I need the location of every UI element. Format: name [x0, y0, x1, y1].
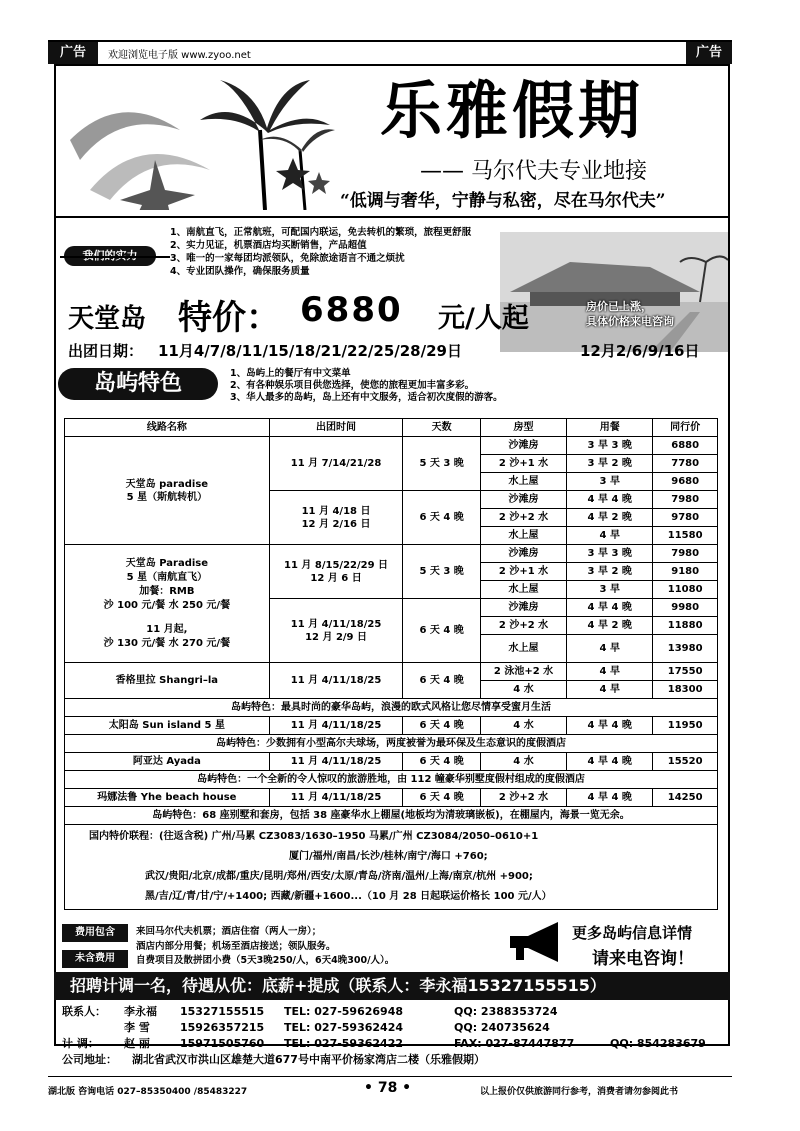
brand-subtitle: —— 马尔代夫专业地接 [420, 159, 647, 184]
table-row [65, 699, 718, 717]
route-ayada: 阿亚达 Ayada [65, 753, 270, 771]
depart-time: 11 月 4/11/18/25 12 月 2/9 日 [269, 599, 403, 663]
days: 6 天 4 晚 [403, 663, 481, 699]
days: 6 天 4 晚 [403, 599, 481, 663]
megaphone-icon [504, 920, 568, 964]
promo-special: 特价： [178, 298, 280, 338]
brand-slogan: “低调与奢华，宁静与私密，尽在马尔代夫” [340, 191, 666, 211]
palm-starfish-logo [60, 70, 340, 210]
footer-rule [48, 1076, 732, 1077]
table-row: 水上屋 4 早 11580 [65, 527, 718, 545]
promo-note1: 房价已上涨， [586, 300, 652, 313]
promo-price: 6880 [300, 290, 403, 330]
feature-item: 1、岛屿上的餐厅有中文菜单 [230, 368, 351, 379]
fee-exclude: 自费项目及散拼团小费（5天3晚250/人，6天4晚300/人）。 [136, 955, 395, 966]
col-header: 出团时间 [269, 419, 403, 437]
contact-block: 联系人： 李永福 15327155515 TEL: 027-59626948 QQ: 2388353724 李 雪 15926357215 TEL: 027-59362424 QQ: 240735624 计 调： 赵 丽 15971505760 TEL: 027-59362422 FAX: 027-87447877 QQ: 854283679 公司地址： 湖北省武汉市洪山区雄楚大道677号中南平价杨家湾店二楼（乐雅假期） [62, 1005, 706, 1066]
browse-text: 欢迎浏览电子版 www.zyoo.net [108, 50, 251, 61]
promo-note2: 具体价格来电咨询 [586, 315, 674, 328]
route-paradise-direct: 天堂岛 Paradise 5 星（南航直飞） 加餐：RMB 沙 100 元/餐 水 250 元/餐 11 月起, 沙 130 元/餐 水 270 元/餐 [65, 545, 270, 663]
table-row: 天堂岛 paradise 5 星（斯航转机） 11 月 7/14/21/28 5 天 3 晚 沙滩房 3 早 3 晚 6880 [65, 437, 718, 455]
depart-time: 11 月 8/15/22/29 日 12 月 6 日 [269, 545, 403, 599]
dates-list: 11月4/7/8/11/15/18/21/22/25/28/29日 [158, 342, 462, 360]
strength-line [60, 256, 170, 258]
col-header: 天数 [403, 419, 481, 437]
table-row: 2 沙+1 水 3 早 2 晚 9180 [65, 563, 718, 581]
days: 5 天 3 晚 [403, 437, 481, 491]
table-row [65, 735, 718, 753]
days: 5 天 3 晚 [403, 545, 481, 599]
route-paradise-transfer: 天堂岛 paradise 5 星（斯航转机） [65, 437, 270, 545]
island-note: 岛屿特色：少数拥有小型高尔夫球场，两度被誉为最环保及生态意识的度假酒店 [65, 735, 718, 753]
table-row: 2 沙+2 水 4 早 2 晚 11880 [65, 617, 718, 635]
table-row: 太阳岛 Sun island 5 星 11 月 4/11/18/25 6 天 4 晚 4 水 4 早 4 晚 11950 [65, 717, 718, 735]
days: 6 天 4 晚 [403, 491, 481, 545]
strength-item: 3、唯一的一家每团均派领队，免除旅途语言不通之烦扰 [170, 253, 405, 264]
fee-include-label: 费用包含 [62, 924, 128, 942]
dates-label: 出团日期： [68, 342, 144, 360]
strength-item: 2、实力见证，机票酒店均买断销售，产品超值 [170, 240, 367, 251]
table-row: 水上屋 4 早 13980 [65, 635, 718, 663]
ad-tag-left: 广告 [48, 42, 98, 64]
more-info-1: 更多岛屿信息详情 [572, 924, 693, 942]
price-table [64, 418, 718, 910]
feature-item: 2、有各种娱乐项目供您选择，使您的旅程更加丰富多彩。 [230, 380, 475, 391]
features-list [230, 368, 503, 404]
table-row: 4 水 4 早 18300 [65, 681, 718, 699]
strength-item: 4、专业团队操作，确保服务质量 [170, 266, 310, 277]
table-row: 水上屋 3 早 11080 [65, 581, 718, 599]
fee-include-2: 酒店内部分用餐；机场至酒店接送；领队服务。 [136, 941, 336, 952]
flight-info: 国内特价联程：(往返含税) 广州/马累 CZ3083/1630–1950 马累/广州 CZ3084/2050–0610+1 厦门/福州/南昌/长沙/桂林/南宁/海口 +760; 武汉/贵阳/北京/成都/重庆/昆明/郑州/西安/太原/青岛/济南/温州/上海/南京/杭州 +900; 黑/吉/辽/青/甘/宁/+1400; 西藏/新疆+1600...（10 月 28 日起联运价格长 100 元/人） [65, 825, 718, 910]
recruit-banner: 招聘计调一名，待遇从优：底薪+提成（联系人：李永福15327155515） [54, 972, 730, 1000]
table-row: 阿亚达 Ayada 11 月 4/11/18/25 6 天 4 晚 4 水 4 早 4 晚 15520 [65, 753, 718, 771]
page-number: • 78 • [364, 1080, 412, 1096]
table-row: 2 沙+2 水 4 早 2 晚 9780 [65, 509, 718, 527]
col-header: 用餐 [567, 419, 653, 437]
brand-title: 乐雅假期 [380, 74, 645, 147]
more-info-2: 请来电咨询！ [592, 949, 694, 969]
route-shangrila: 香格里拉 Shangri–la [65, 663, 270, 699]
col-header: 同行价 [653, 419, 718, 437]
footer-right: 以上报价仅供旅游同行参考，消费者请勿参阅此书 [480, 1087, 679, 1097]
fee-exclude-label: 未含费用 [62, 950, 128, 968]
dates-list-dec: 12月2/6/9/16日 [580, 342, 700, 360]
island-note: 岛屿特色：一个全新的令人惊叹的旅游胜地，由 112 幢豪华别墅度假村组成的度假酒店 [65, 771, 718, 789]
table-row: 天堂岛 Paradise 5 星（南航直飞） 加餐：RMB 沙 100 元/餐 水 250 元/餐 11 月起, 沙 130 元/餐 水 270 元/餐 11 月 8/15/22/29 日 12 月 6 日 5 天 3 晚 沙滩房 3 早 3 晚 7980 [65, 545, 718, 563]
footer-left: 湖北版 咨询电话 027–85350400 /85483227 [48, 1087, 248, 1097]
table-row [65, 825, 718, 910]
col-header: 房型 [480, 419, 566, 437]
resort-photo [500, 232, 728, 352]
table-row [65, 771, 718, 789]
table-row: 11 月 4/11/18/25 12 月 2/9 日 6 天 4 晚 沙滩房 4 早 4 晚 9980 [65, 599, 718, 617]
table-row: 2 沙+1 水 3 早 2 晚 7780 [65, 455, 718, 473]
island-note: 岛屿特色：68 座别墅和套房，包括 38 座豪华水上棚屋(地板均为清玻璃嵌板)，在棚屋内，海景一览无余。 [65, 807, 718, 825]
divider [54, 216, 730, 218]
fee-include-1: 来回马尔代夫机票；酒店住宿（两人一房）； [136, 926, 322, 937]
table-row [65, 807, 718, 825]
table-row: 香格里拉 Shangri–la 11 月 4/11/18/25 6 天 4 晚 2 泳池+2 水 4 早 17550 [65, 663, 718, 681]
route-manafaru: 玛娜法鲁 Yhe beach house [65, 789, 270, 807]
table-row: 水上屋 3 早 9680 [65, 473, 718, 491]
top-rule [48, 40, 732, 42]
island-note: 岛屿特色：最具时尚的豪华岛屿，浪漫的欧式风格让您尽情享受蜜月生活 [65, 699, 718, 717]
strength-item: 1、南航直飞，正常航班，可配国内联运，免去转机的繁琐，旅程更舒服 [170, 227, 472, 238]
depart-time: 11 月 4/18 日 12 月 2/16 日 [269, 491, 403, 545]
depart-time: 11 月 7/14/21/28 [269, 437, 403, 491]
ad-tag-right: 广告 [686, 42, 732, 64]
route-sun-island: 太阳岛 Sun island 5 星 [65, 717, 270, 735]
promo-island: 天堂岛 [68, 304, 147, 334]
table-row: 玛娜法鲁 Yhe beach house 11 月 4/11/18/25 6 天 4 晚 2 沙+2 水 4 早 4 晚 14250 [65, 789, 718, 807]
promo-unit: 元/人起 [438, 303, 529, 334]
features-label: 岛屿特色 [58, 368, 218, 400]
feature-item: 3、华人最多的岛屿，岛上还有中文服务，适合初次度假的游客。 [230, 392, 503, 403]
table-header-row [65, 419, 718, 437]
strength-list [170, 226, 471, 278]
table-row: 11 月 4/18 日 12 月 2/16 日 6 天 4 晚 沙滩房 4 早 4 晚 7980 [65, 491, 718, 509]
col-header: 线路名称 [65, 419, 270, 437]
depart-time: 11 月 4/11/18/25 [269, 663, 403, 699]
